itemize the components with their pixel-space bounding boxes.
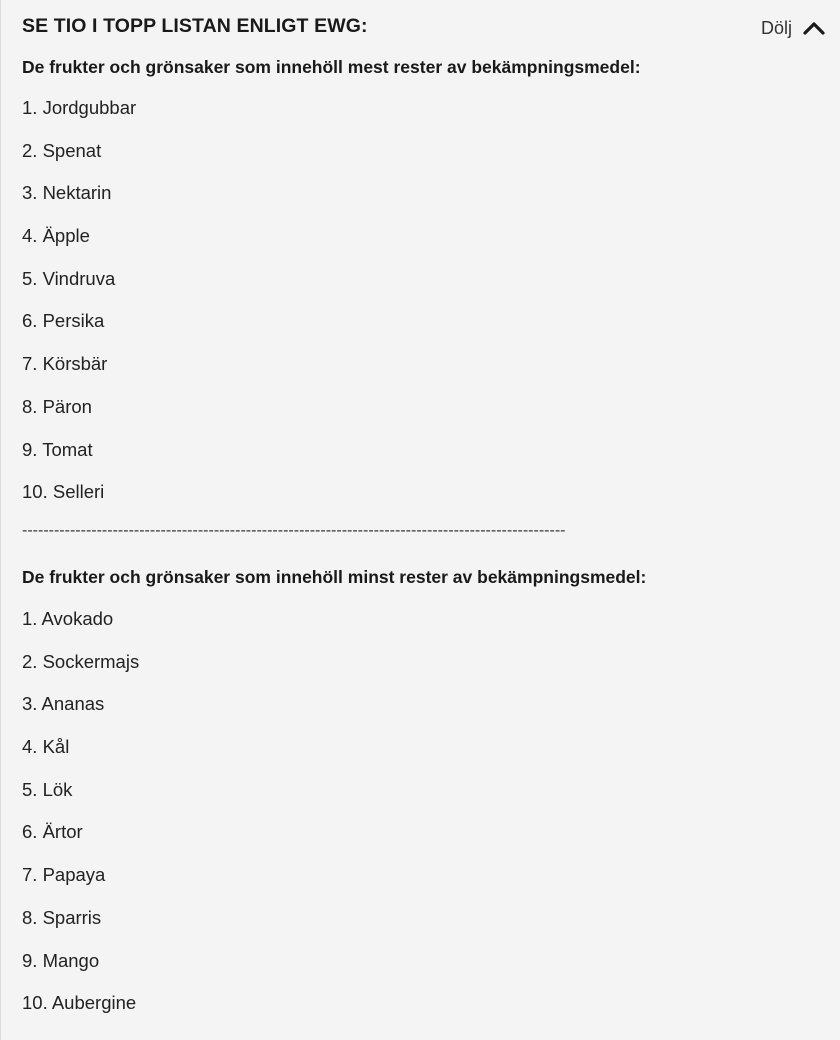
list-item: 4. Äpple xyxy=(22,225,90,247)
list-item: 6. Persika xyxy=(22,310,105,332)
list-item: 5. Vindruva xyxy=(22,267,116,289)
collapse-toggle-button[interactable] xyxy=(761,13,826,43)
list-item: 8. Sparris xyxy=(22,906,102,928)
most-residue-list xyxy=(22,97,136,524)
list-item: 2. Sockermajs xyxy=(22,650,140,672)
list-item: 1. Jordgubbar xyxy=(22,97,137,118)
chevron-up-icon xyxy=(802,20,826,36)
collapse-toggle-label: Dölj xyxy=(760,17,792,38)
list-item: 5. Lök xyxy=(22,778,73,800)
list-item: 6. Ärtor xyxy=(22,821,83,843)
list-item: 7. Papaya xyxy=(22,864,106,886)
list-item: 9. Tomat xyxy=(22,438,93,460)
least-residue-list xyxy=(22,608,139,1035)
list-item: 10. Selleri xyxy=(22,481,105,503)
section-divider: ------------------------------------------------------------------------------------------------------ xyxy=(22,522,566,539)
list-item: 4. Kål xyxy=(22,736,70,758)
least-residue-heading: De frukter och grönsaker som innehöll minst rester av bekämpningsmedel: xyxy=(22,567,647,587)
list-item: 1. Avokado xyxy=(22,608,114,629)
list-item: 7. Körsbär xyxy=(22,353,108,375)
fact-box-title: SE TIO I TOPP LISTAN ENLIGT EWG: xyxy=(22,15,368,37)
list-item: 10. Aubergine xyxy=(22,992,137,1014)
list-item: 3. Nektarin xyxy=(22,182,112,204)
most-residue-heading: De frukter och grönsaker som innehöll mest rester av bekämpningsmedel: xyxy=(22,57,641,77)
list-item: 3. Ananas xyxy=(22,693,105,715)
fact-box-header xyxy=(22,13,828,43)
list-item: 8. Päron xyxy=(22,395,92,417)
list-item: 9. Mango xyxy=(22,949,100,971)
list-item: 2. Spenat xyxy=(22,139,102,161)
